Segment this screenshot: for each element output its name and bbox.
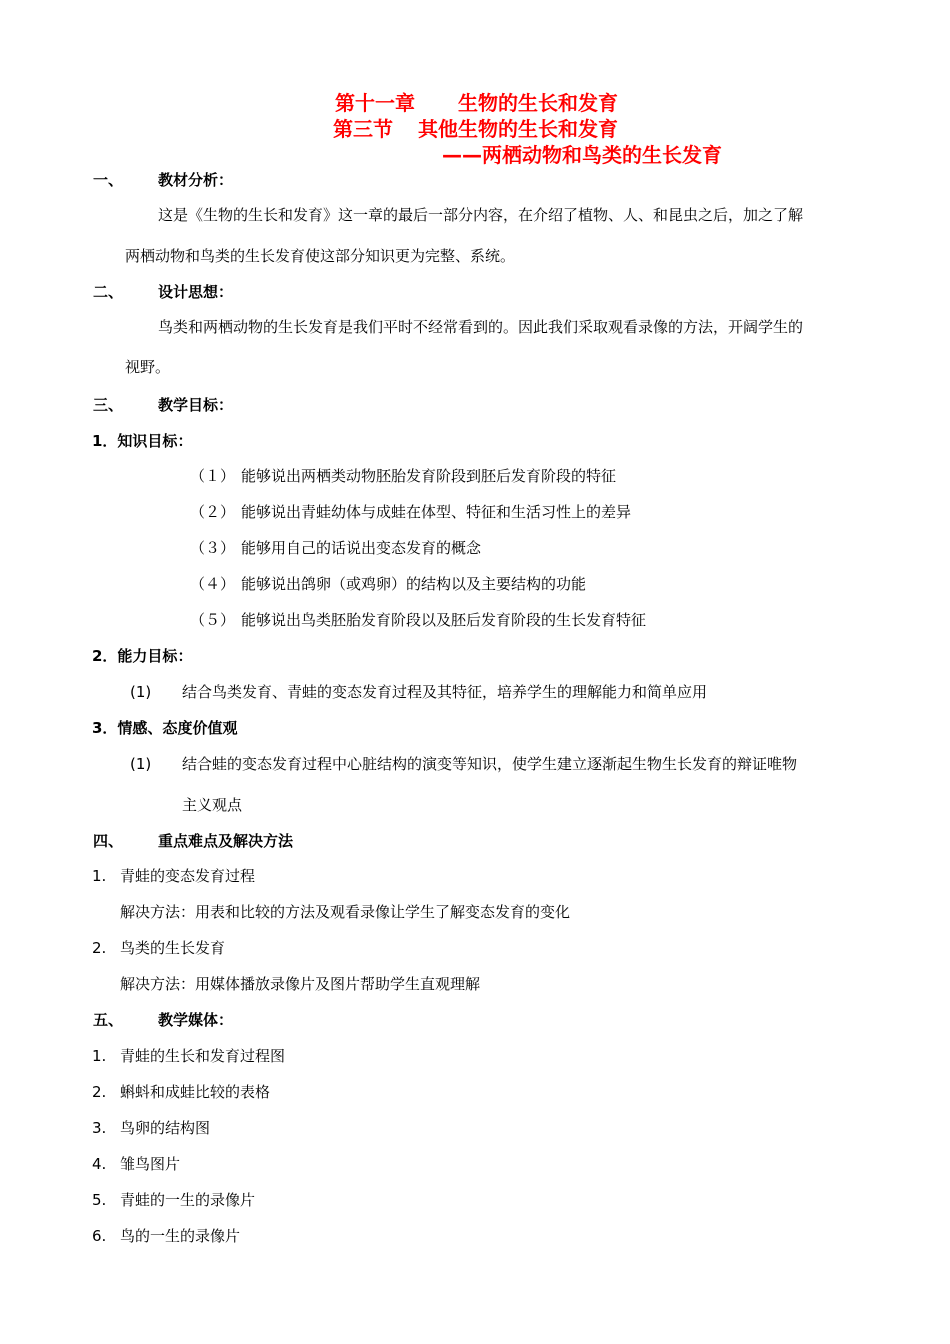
media-item-text: 鸟卵的结构图 <box>120 1119 211 1137</box>
section-number: 第三节 <box>333 117 393 141</box>
knowledge-goal-text: 能够说出鸽卵（或鸡卵）的结构以及主要结构的功能 <box>241 575 587 593</box>
attitude-goal-number: (1) <box>130 755 152 773</box>
section-title: 其他生物的生长和发育 <box>418 117 618 141</box>
media-item-number: 6. <box>92 1227 107 1245</box>
media-item-text: 雏鸟图片 <box>120 1155 181 1173</box>
section-2-number: 二、 <box>93 283 124 301</box>
chapter-title: 生物的生长和发育 <box>458 91 618 115</box>
section-3-number: 三、 <box>93 396 124 414</box>
section-5-heading: 教学媒体： <box>158 1011 234 1029</box>
media-item-text: 青蛙的一生的录像片 <box>120 1191 256 1209</box>
section-subtitle: ——两栖动物和鸟类的生长发育 <box>442 143 722 167</box>
knowledge-goals-heading: 1．知识目标： <box>92 432 193 450</box>
knowledge-goal-number: （１） <box>190 467 236 485</box>
section-4-heading: 重点难点及解决方法 <box>158 832 294 850</box>
media-item-text: 蝌蚪和成蛙比较的表格 <box>120 1083 271 1101</box>
key-point-number: 1. <box>92 867 107 885</box>
section-3-heading: 教学目标： <box>158 396 234 414</box>
chapter-number: 第十一章 <box>335 91 415 115</box>
section-1-heading: 教材分析： <box>158 171 234 189</box>
ability-goal-number: (1) <box>130 683 152 701</box>
key-point-solution: 解决方法：用媒体播放录像片及图片帮助学生直观理解 <box>120 975 481 993</box>
section-2-heading: 设计思想： <box>158 283 234 301</box>
key-point-text: 鸟类的生长发育 <box>120 939 226 957</box>
ability-goals-heading: 2．能力目标： <box>92 647 193 665</box>
knowledge-goal-text: 能够说出青蛙幼体与成蛙在体型、特征和生活习性上的差异 <box>241 503 632 521</box>
section-4-number: 四、 <box>93 832 124 850</box>
media-item-number: 4. <box>92 1155 107 1173</box>
media-item-text: 鸟的一生的录像片 <box>120 1227 241 1245</box>
media-item-number: 1. <box>92 1047 107 1065</box>
section-2-paragraph-line-1: 鸟类和两栖动物的生长发育是我们平时不经常看到的。因此我们采取观看录像的方法，开阔学生的 <box>158 318 804 336</box>
media-item-number: 5. <box>92 1191 107 1209</box>
knowledge-goal-number: （２） <box>190 503 236 521</box>
section-5-number: 五、 <box>93 1011 124 1029</box>
knowledge-goal-text: 能够说出两栖类动物胚胎发育阶段到胚后发育阶段的特征 <box>241 467 617 485</box>
section-1-paragraph-line-1: 这是《生物的生长和发育》这一章的最后一部分内容，在介绍了植物、人、和昆虫之后，加之了解 <box>158 206 804 224</box>
media-item-number: 3. <box>92 1119 107 1137</box>
attitude-goal-text-line-2: 主义观点 <box>182 796 243 814</box>
attitude-goals-heading: 3．情感、态度价值观 <box>92 719 238 737</box>
section-2-paragraph-line-2: 视野。 <box>125 358 171 376</box>
knowledge-goal-number: （５） <box>190 611 236 629</box>
knowledge-goal-number: （３） <box>190 539 236 557</box>
key-point-solution: 解决方法：用表和比较的方法及观看录像让学生了解变态发育的变化 <box>120 903 571 921</box>
key-point-number: 2. <box>92 939 107 957</box>
media-item-number: 2. <box>92 1083 107 1101</box>
key-point-text: 青蛙的变态发育过程 <box>120 867 256 885</box>
knowledge-goal-number: （４） <box>190 575 236 593</box>
section-1-number: 一、 <box>93 171 124 189</box>
knowledge-goal-text: 能够用自己的话说出变态发育的概念 <box>241 539 482 557</box>
section-1-paragraph-line-2: 两栖动物和鸟类的生长发育使这部分知识更为完整、系统。 <box>125 247 516 265</box>
ability-goal-text: 结合鸟类发育、青蛙的变态发育过程及其特征，培养学生的理解能力和简单应用 <box>182 683 708 701</box>
knowledge-goal-text: 能够说出鸟类胚胎发育阶段以及胚后发育阶段的生长发育特征 <box>241 611 647 629</box>
media-item-text: 青蛙的生长和发育过程图 <box>120 1047 286 1065</box>
attitude-goal-text-line-1: 结合蛙的变态发育过程中心脏结构的演变等知识，使学生建立逐渐起生物生长发育的辩证唯物 <box>182 755 798 773</box>
